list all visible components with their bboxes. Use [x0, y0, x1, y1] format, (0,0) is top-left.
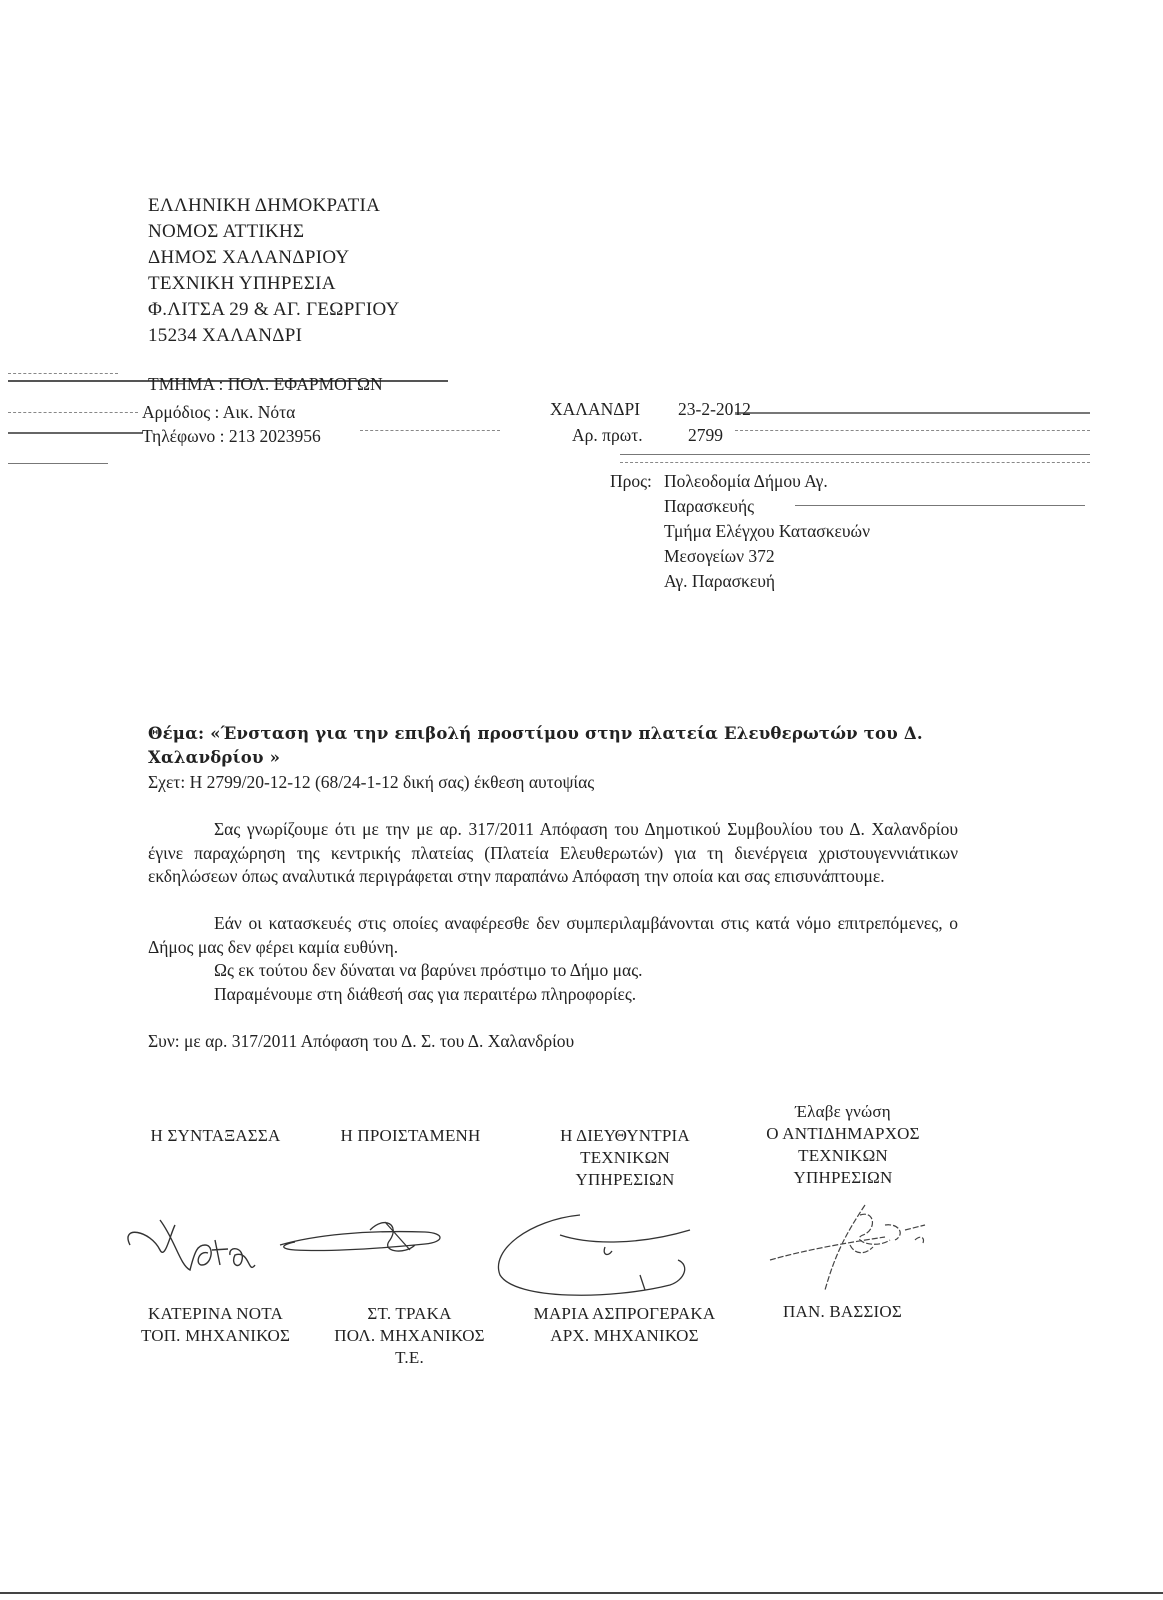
signature-role [128, 1125, 303, 1147]
recipient-line: Τμήμα Ελέγχου Κατασκευών [664, 521, 870, 541]
scan-line [620, 454, 1090, 455]
body-paragraph: Εάν οι κατασκευές στις οποίες αναφέρεσθε δεν συμπεριλαμβάνονται στις κατά νόμο επιτρεπόμενες, ο Δήμος μας δεν φέρει καμία ευθύνη. [148, 913, 958, 957]
scan-line [8, 412, 138, 413]
protocol-label: Αρ. πρωτ. [572, 425, 643, 445]
role-line: Η ΣΥΝΤΑΞΑΣΣΑ [150, 1126, 281, 1145]
role-line: ΥΠΗΡΕΣΙΩΝ [793, 1168, 893, 1187]
protocol-number: 2799 [688, 425, 723, 445]
role-line: ΥΠΗΡΕΣΙΩΝ [575, 1170, 675, 1189]
recipient-line: Μεσογείων 372 [664, 546, 775, 566]
signature-nota [120, 1205, 270, 1285]
body-paragraph: Ως εκ τούτου δεν δύναται να βαρύνει πρόστιμο το Δήμο μας. [214, 960, 643, 980]
scan-edge [0, 1592, 1163, 1594]
name-line: ΜΑΡΙΑ ΑΣΠΡΟΓΕΡΑΚΑ [533, 1304, 716, 1323]
reference: Σχετ: Η 2799/20-12-12 (68/24-1-12 δική σας) έκθεση αυτοψίας [148, 772, 595, 792]
role-line: Η ΠΡΟΙΣΤΑΜΕΝΗ [340, 1126, 481, 1145]
name-line: ΤΟΠ. ΜΗΧΑΝΙΚΟΣ [140, 1326, 291, 1345]
recipient-label: Προς: [610, 471, 652, 491]
role-line: ΤΕΧΝΙΚΩΝ [580, 1148, 670, 1167]
signature-role [535, 1125, 715, 1191]
phone: Τηλέφωνο : 213 2023956 [142, 426, 321, 446]
signature-role [738, 1101, 948, 1189]
subject-line: Χαλανδρίου » [148, 748, 281, 767]
responsible-person: Αρμόδιος : Αικ. Νότα [142, 402, 296, 422]
scan-line [735, 412, 1090, 414]
name-line: ΣΤ. ΤΡΑΚΑ [367, 1304, 452, 1323]
name-line: ΠΑΝ. ΒΑΣΣΙΟΣ [783, 1302, 902, 1321]
role-line: ΤΕΧΝΙΚΩΝ [798, 1146, 888, 1165]
sender-line: Φ.ΛΙΤΣΑ 29 & ΑΓ. ΓΕΩΡΓΙΟΥ [148, 299, 400, 320]
sender-line: ΤΕΧΝΙΚΗ ΥΠΗΡΕΣΙΑ [148, 273, 336, 294]
signatory-name [118, 1303, 313, 1347]
name-line: ΚΑΤΕΡΙΝΑ ΝΟΤΑ [148, 1304, 283, 1323]
scan-line [620, 462, 1090, 463]
role-line: Η ΔΙΕΥΘΥΝΤΡΙΑ [560, 1126, 690, 1145]
signature-role [318, 1125, 503, 1147]
scan-line [8, 432, 143, 434]
recipient-line: Παρασκευής [664, 496, 755, 516]
recipient-line: Αγ. Παρασκευή [664, 571, 776, 591]
signatory-name [312, 1303, 507, 1369]
signatory-name [755, 1301, 930, 1323]
scan-line [8, 373, 118, 374]
name-line: ΠΟΛ. ΜΗΧΑΝΙΚΟΣ [334, 1326, 485, 1345]
date: 23-2-2012 [678, 399, 751, 419]
scan-line [360, 430, 500, 431]
sender-line: ΔΗΜΟΣ ΧΑΛΑΝΔΡΙΟΥ [148, 247, 350, 268]
scan-line [795, 505, 1085, 506]
signature-vassios [765, 1195, 930, 1305]
subject-line: Θέμα: «Ένσταση για την επιβολή προστίμου στην πλατεία Ελευθερωτών του Δ. [148, 724, 923, 743]
signature-asprogeraka [490, 1205, 700, 1305]
name-line: Τ.Ε. [395, 1348, 424, 1367]
department: ΤΜΗΜΑ : ΠΟΛ. ΕΦΑΡΜΟΓΩΝ [148, 374, 383, 394]
name-line: ΑΡΧ. ΜΗΧΑΝΙΚΟΣ [550, 1326, 699, 1345]
pre-note: Έλαβε γνώση [795, 1102, 891, 1121]
body-paragraph: Παραμένουμε στη διάθεσή σας για περαιτέρω πληροφορίες. [214, 984, 637, 1004]
sender-line: ΝΟΜΟΣ ΑΤΤΙΚΗΣ [148, 221, 305, 242]
scan-line [8, 463, 108, 464]
body-paragraph: Σας γνωρίζουμε ότι με την με αρ. 317/2011 Απόφαση του Δημοτικού Συμβουλίου του Δ. Χαλανδρίου έγινε παραχώρηση της κεντρικής πλατείας (Πλατεία Ελευθερωτών) για τη διενέργεια χριστουγεννιάτικων εκδηλώσεων όπως αναλυτικά περιγράφεται στην παραπάνω Απόφαση την οποία και σας επισυνάπτουμε. [148, 819, 958, 886]
signatory-name [512, 1303, 737, 1347]
enclosure: Συν: με αρ. 317/2011 Απόφαση του Δ. Σ. του Δ. Χαλανδρίου [148, 1031, 575, 1051]
sender-line: ΕΛΛΗΝΙΚΗ ΔΗΜΟΚΡΑΤΙΑ [148, 195, 381, 216]
place-label: ΧΑΛΑΝΔΡΙ [550, 399, 641, 419]
role-line: Ο ΑΝΤΙΔΗΜΑΡΧΟΣ [766, 1124, 920, 1143]
scan-line [735, 430, 1090, 431]
recipient-line: Πολεοδομία Δήμου Αγ. [664, 471, 828, 491]
sender-line: 15234 ΧΑΛΑΝΔΡΙ [148, 325, 303, 346]
signature-traka [275, 1210, 455, 1270]
